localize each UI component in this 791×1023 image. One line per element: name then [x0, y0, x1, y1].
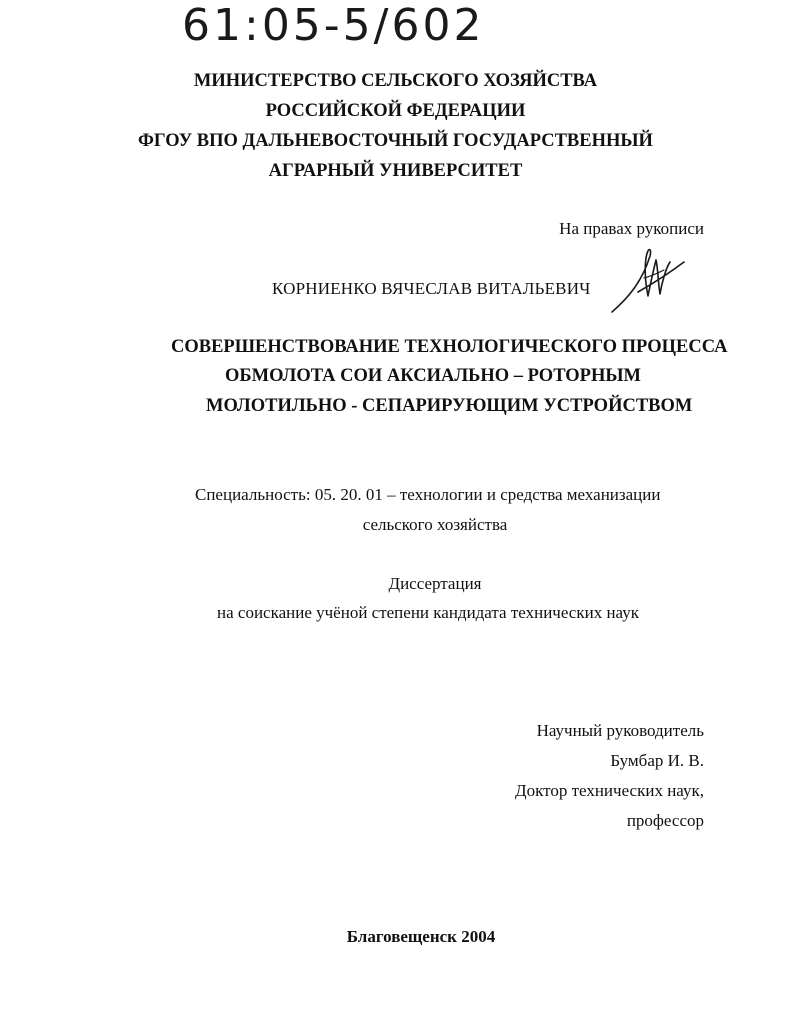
dissertation-label: Диссертация [388, 574, 482, 593]
supervisor-role: Научный руководитель [536, 721, 704, 740]
supervisor-title: профессор [626, 811, 704, 830]
title-line-2: ОБМОЛОТА СОИ АКСИАЛЬНО – РОТОРНЫМ [225, 366, 641, 386]
archive-mark-text: 61:05-5/602 [182, 0, 485, 51]
specialty-line-1: Специальность: 05. 20. 01 – технологии и средства механизации [195, 485, 661, 504]
title-line-3: МОЛОТИЛЬНО - СЕПАРИРУЮЩИМ УСТРОЙСТВОМ [206, 396, 693, 416]
author-name: КОРНИЕНКО ВЯЧЕСЛАВ ВИТАЛЬЕВИЧ [272, 279, 591, 298]
supervisor-block [515, 716, 704, 836]
dissertation-degree: на соискание учёной степени кандидата технических наук [217, 603, 640, 622]
rights-note: На правах рукописи [559, 219, 704, 238]
header-line-2: РОССИЙСКОЙ ФЕДЕРАЦИИ [265, 101, 526, 121]
specialty-line-2: сельского хозяйства [362, 515, 508, 534]
supervisor-degree: Доктор технических наук, [515, 781, 704, 800]
supervisor-name: Бумбар И. В. [610, 751, 704, 770]
header-line-1: МИНИСТЕРСТВО СЕЛЬСКОГО ХОЗЯЙСТВА [193, 71, 598, 91]
header-line-4: АГРАРНЫЙ УНИВЕРСИТЕТ [268, 161, 523, 181]
archive-mark [0, 0, 791, 75]
ministry-header [0, 66, 791, 186]
header-line-3: ФГОУ ВПО ДАЛЬНЕВОСТОЧНЫЙ ГОСУДАРСТВЕННЫЙ [138, 131, 653, 151]
signature-icon [608, 238, 688, 323]
city-year: Благовещенск 2004 [346, 927, 496, 946]
title-line-1: СОВЕРШЕНСТВОВАНИЕ ТЕХНОЛОГИЧЕСКОГО ПРОЦЕССА [171, 337, 728, 357]
